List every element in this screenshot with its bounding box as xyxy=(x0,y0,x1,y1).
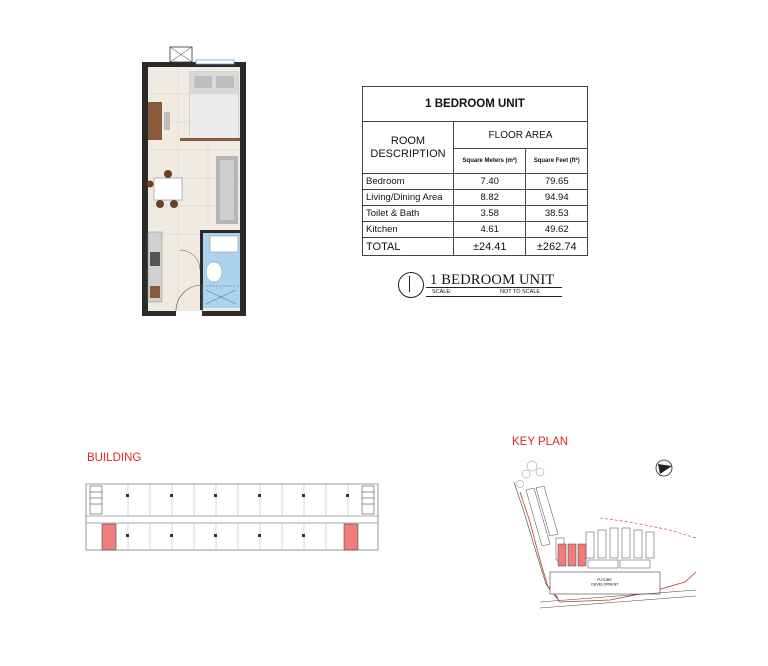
drawing-caption xyxy=(396,272,566,302)
scale-value: NOT TO SCALE xyxy=(500,289,541,295)
unit-grid xyxy=(128,484,348,550)
table-row xyxy=(363,174,588,190)
key-plan-label: KEY PLAN xyxy=(512,436,569,448)
drawing-number-circle xyxy=(398,272,424,298)
bed-icon xyxy=(190,72,238,138)
total-sqm: ±24.41 xyxy=(454,238,526,256)
table-row xyxy=(363,222,588,238)
room-name: Kitchen xyxy=(363,222,454,238)
bottom-wall-right xyxy=(202,311,246,316)
unit-floor-plan xyxy=(140,46,248,318)
room-name: Living/Dining Area xyxy=(363,190,454,206)
room-sqft: 49.62 xyxy=(526,222,588,238)
floor-area-header: FLOOR AREA xyxy=(454,122,588,149)
toilet-icon xyxy=(206,262,222,282)
key-plan xyxy=(500,452,696,618)
right-wall xyxy=(240,64,246,314)
angled-blocks xyxy=(526,486,558,546)
room-sqm: 7.40 xyxy=(454,174,526,190)
caption-rule xyxy=(426,296,562,297)
north-arrow-icon xyxy=(656,460,672,476)
future-line-2: DEVELOPMENT xyxy=(591,582,619,587)
total-label: TOTAL xyxy=(363,238,454,256)
room-description-header: ROOM DESCRIPTION xyxy=(363,122,454,174)
bedroom-partition xyxy=(180,138,240,141)
room-sqm: 8.82 xyxy=(454,190,526,206)
sofa-icon xyxy=(216,156,238,224)
stair-left-icon xyxy=(90,486,102,514)
caption-title: 1 BEDROOM UNIT xyxy=(430,272,555,288)
total-row xyxy=(363,238,588,256)
kitchen-counter-icon xyxy=(148,232,162,302)
table-row xyxy=(363,206,588,222)
stair-right-icon xyxy=(362,486,374,514)
structural-columns xyxy=(126,494,349,537)
room-sqft: 79.65 xyxy=(526,174,588,190)
sqm-header: Square Meters (m²) xyxy=(454,149,526,174)
tree-cluster xyxy=(517,461,545,488)
building-plan xyxy=(82,474,382,560)
scale-label: SCALE: xyxy=(432,289,452,295)
floor-area-table xyxy=(362,86,588,256)
sink-icon xyxy=(210,236,238,252)
future-line-1: FUTURE xyxy=(597,578,612,582)
highlighted-unit-right xyxy=(344,524,358,550)
drawing-number-mark xyxy=(409,276,410,292)
room-name: Toilet & Bath xyxy=(363,206,454,222)
building-outline xyxy=(86,484,378,550)
bathroom xyxy=(200,230,242,310)
window xyxy=(196,60,234,64)
building-label: BUILDING xyxy=(87,452,142,464)
left-wall xyxy=(142,64,148,314)
room-sqm: 3.58 xyxy=(454,206,526,222)
table-row xyxy=(363,190,588,206)
highlighted-blocks xyxy=(558,544,586,566)
room-sqm: 4.61 xyxy=(454,222,526,238)
room-name: Bedroom xyxy=(363,174,454,190)
table-title: 1 BEDROOM UNIT xyxy=(363,87,588,122)
bottom-wall-left xyxy=(142,311,176,316)
highlighted-unit-left xyxy=(102,524,116,550)
total-sqft: ±262.74 xyxy=(526,238,588,256)
room-sqft: 38.53 xyxy=(526,206,588,222)
sqft-header: Square Feet (ft²) xyxy=(526,149,588,174)
room-sqft: 94.94 xyxy=(526,190,588,206)
